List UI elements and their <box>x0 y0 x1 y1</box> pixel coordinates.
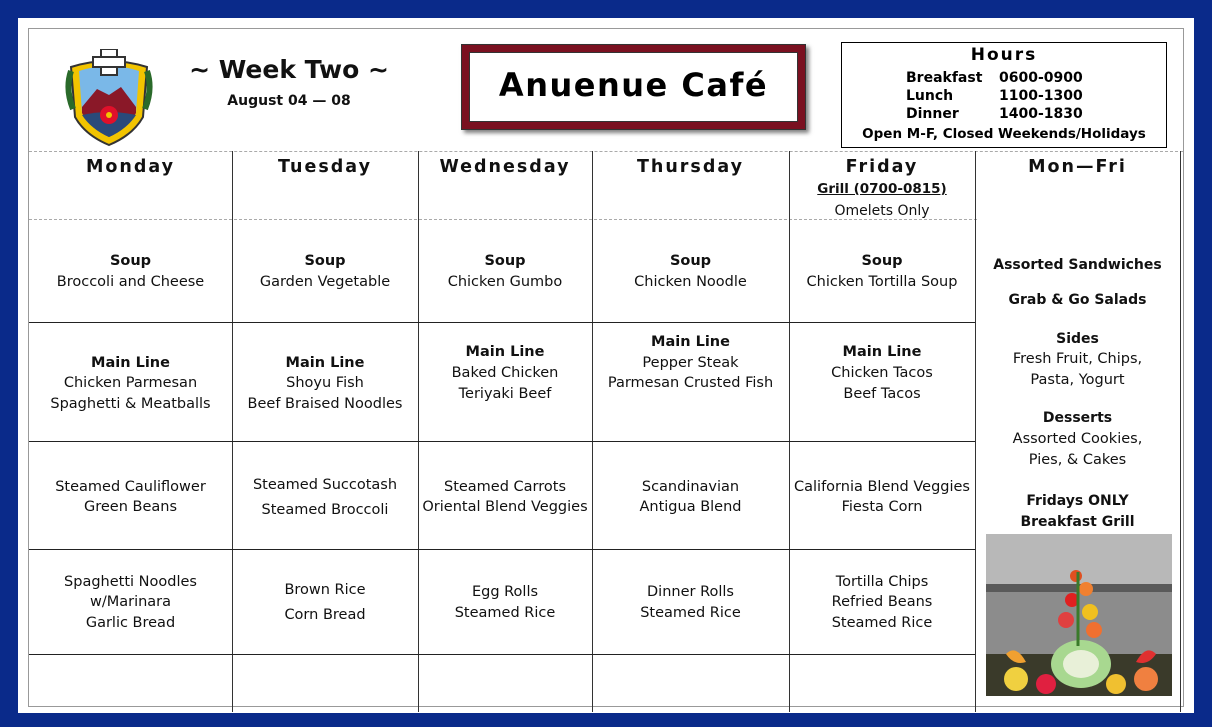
tuesday-veg-1: Steamed Succotash <box>252 477 398 493</box>
col-divider <box>418 151 419 712</box>
friday-grill: Grill (0700-0815) <box>817 181 947 197</box>
wednesday-veg-2: Oriental Blend Veggies <box>422 499 588 515</box>
monday-side-2: w/Marinara <box>89 594 172 610</box>
monday-side-1: Spaghetti Noodles <box>64 574 197 590</box>
wednesday-main-label: Main Line <box>465 344 545 360</box>
monfri-item-2: Grab & Go Salads <box>1008 292 1147 308</box>
monfri-fridays-2: Breakfast Grill <box>1020 514 1135 530</box>
monday-soup-label: Soup <box>109 253 152 269</box>
hours-title: Hours <box>970 45 1038 65</box>
row-divider <box>29 441 975 442</box>
hours-row-lunch-label: Lunch <box>906 88 954 104</box>
menu-sheet <box>18 18 1194 713</box>
tuesday-main-label: Main Line <box>285 355 365 371</box>
cafe-title-frame <box>461 44 806 130</box>
col-divider <box>592 151 593 712</box>
friday-veg-2: Fiesta Corn <box>841 499 923 515</box>
friday-side-3: Steamed Rice <box>831 615 933 631</box>
monday-main-1: Chicken Parmesan <box>63 375 198 391</box>
wednesday-soup-label: Soup <box>484 253 526 269</box>
friday-soup-label: Soup <box>861 253 903 269</box>
monfri-desserts-label: Desserts <box>1042 410 1113 426</box>
menu-frame <box>28 28 1184 707</box>
day-header-wednesday: Wednesday <box>439 157 571 177</box>
thursday-veg-2: Antigua Blend <box>639 499 742 515</box>
hours-note: Open M-F, Closed Weekends/Holidays <box>862 126 1146 142</box>
monday-veg-1: Steamed Cauliflower <box>55 479 206 495</box>
friday-main-1: Chicken Tacos <box>831 365 933 381</box>
wednesday-side-2: Steamed Rice <box>454 605 556 621</box>
monday-veg-2: Green Beans <box>83 499 178 515</box>
thursday-veg-1: Scandinavian <box>641 479 740 495</box>
monday-soup: Broccoli and Cheese <box>56 274 205 290</box>
hours-row-dinner-label: Dinner <box>906 106 959 122</box>
friday-main-2: Beef Tacos <box>843 386 921 402</box>
tuesday-main-2: Beef Braised Noodles <box>247 396 403 412</box>
friday-side-1: Tortilla Chips <box>835 574 929 590</box>
monday-main-2: Spaghetti & Meatballs <box>50 396 211 412</box>
day-header-tuesday: Tuesday <box>278 157 372 177</box>
hours-row-breakfast-time: 0600-0900 <box>999 70 1083 86</box>
monfri-item-1: Assorted Sandwiches <box>993 257 1162 273</box>
friday-grill-note: Omelets Only <box>834 203 930 219</box>
row-divider <box>29 549 975 550</box>
monday-side-3: Garlic Bread <box>85 615 176 631</box>
tuesday-soup: Garden Vegetable <box>259 274 391 290</box>
thursday-soup: Chicken Noodle <box>634 274 747 290</box>
row-divider <box>29 322 975 323</box>
monfri-desserts-1: Assorted Cookies, <box>1012 431 1143 447</box>
thursday-side-1: Dinner Rolls <box>647 584 734 600</box>
thursday-side-2: Steamed Rice <box>640 605 741 621</box>
tuesday-main-1: Shoyu Fish <box>286 375 364 391</box>
tuesday-soup-label: Soup <box>304 253 346 269</box>
row-divider <box>29 654 975 655</box>
header-dashed-line <box>29 151 1183 152</box>
friday-soup: Chicken Tortilla Soup <box>806 274 958 290</box>
monfri-sides-2: Pasta, Yogurt <box>1030 372 1125 388</box>
hours-row-breakfast-label: Breakfast <box>906 70 983 86</box>
tuesday-veg-2: Steamed Broccoli <box>261 502 389 518</box>
hours-box <box>841 42 1167 148</box>
thursday-main-1: Pepper Steak <box>642 355 739 371</box>
hawaii-crest-icon <box>63 49 155 149</box>
monfri-fridays-1: Fridays ONLY <box>1026 493 1129 509</box>
day-header-monday: Monday <box>85 157 176 177</box>
wednesday-main-1: Baked Chicken <box>451 365 559 381</box>
day-header-monfri: Mon—Fri <box>1028 157 1127 177</box>
wednesday-main-2: Teriyaki Beef <box>458 386 552 402</box>
thursday-soup-label: Soup <box>669 253 712 269</box>
friday-veg-1: California Blend Veggies <box>794 479 970 495</box>
col-divider <box>232 151 233 712</box>
monfri-desserts-2: Pies, & Cakes <box>1028 452 1127 468</box>
date-range: August 04 — 08 <box>227 93 351 109</box>
fruit-carving-photo <box>986 534 1172 696</box>
day-header-thursday: Thursday <box>636 157 745 177</box>
friday-side-2: Refried Beans <box>831 594 933 610</box>
wednesday-side-1: Egg Rolls <box>471 584 539 600</box>
monfri-sides-label: Sides <box>1056 331 1099 347</box>
tuesday-side-2: Corn Bread <box>284 607 366 623</box>
thursday-main-label: Main Line <box>651 334 730 350</box>
friday-main-label: Main Line <box>842 344 922 360</box>
hours-row-dinner-time: 1400-1830 <box>999 106 1083 122</box>
thursday-main-2: Parmesan Crusted Fish <box>607 375 774 391</box>
wednesday-soup: Chicken Gumbo <box>447 274 563 290</box>
monday-main-label: Main Line <box>91 355 170 371</box>
col-divider <box>1180 151 1181 712</box>
week-title: ~ Week Two ~ <box>189 55 389 84</box>
day-header-friday: Friday <box>845 157 919 177</box>
wednesday-veg-1: Steamed Carrots <box>443 479 567 495</box>
cafe-name: Anuenue Café <box>498 66 769 104</box>
monfri-sides-1: Fresh Fruit, Chips, <box>1012 351 1143 367</box>
tuesday-side-1: Brown Rice <box>284 582 366 598</box>
hours-row-lunch-time: 1100-1300 <box>999 88 1083 104</box>
